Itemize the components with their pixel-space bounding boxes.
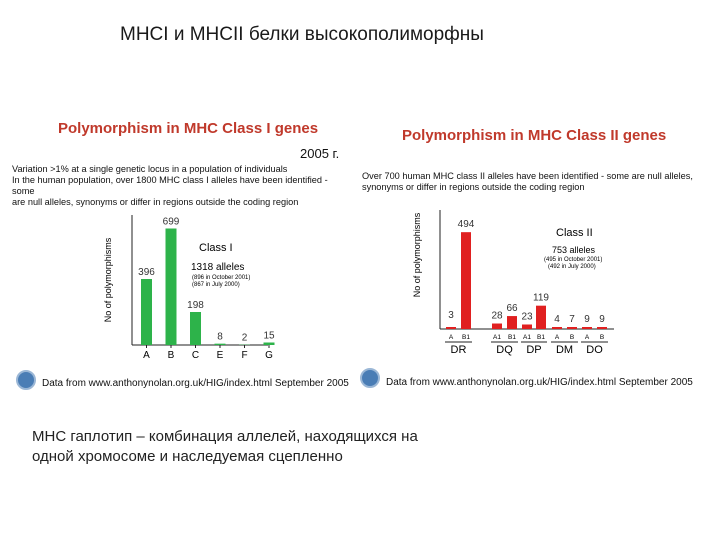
y-axis-label: No of polymorphisms (103, 237, 113, 323)
group-label: DO (586, 344, 603, 356)
bar-value-label: 9 (584, 314, 590, 325)
bar (522, 324, 532, 329)
class2-note-line: Over 700 human MHC class II alleles have been identified - some are null alleles, (362, 171, 693, 181)
bar (552, 327, 562, 329)
bar-value-label: 28 (491, 310, 503, 322)
bar (492, 324, 502, 329)
class1-panel-title: Polymorphism in MHC Class I genes (58, 120, 319, 137)
bar-value-label: 9 (599, 314, 605, 325)
bar-value-label: 119 (533, 292, 549, 304)
x-tick-label: A (554, 334, 560, 341)
class2-panel-title: Polymorphism in MHC Class II genes (402, 127, 667, 144)
x-tick-label: B (599, 334, 605, 341)
haplotype-caption (32, 427, 418, 467)
bar-value-label: 699 (162, 216, 180, 228)
year-label: 2005 г. (300, 146, 340, 161)
bar-value-label: 7 (569, 314, 575, 325)
legend-title: Class II (556, 227, 593, 239)
legend-subtext: (896 in October 2001) (192, 275, 251, 281)
bar-value-label: 494 (457, 219, 475, 231)
legend-count: 753 alleles (552, 245, 596, 255)
x-tick-label: A (584, 334, 590, 341)
x-tick-label: A1 (523, 334, 531, 341)
legend-subtext: (495 in October 2001) (544, 257, 603, 263)
group-label: DQ (496, 344, 513, 356)
class1-note-line: Variation >1% at a single genetic locus in a population of individuals (12, 164, 288, 174)
x-tick-label: E (216, 350, 224, 361)
bar-value-label: 66 (506, 303, 518, 315)
x-tick-label: B (167, 350, 175, 361)
bar (507, 316, 517, 329)
bar (567, 327, 577, 329)
x-tick-label: B1 (537, 334, 545, 341)
bar (582, 327, 592, 329)
bar-value-label: 23 (521, 311, 533, 323)
anthony-nolan-logo-icon (360, 368, 380, 388)
class2-footer: Data from www.anthonynolan.org.uk/HIG/index.html September 2005 (386, 377, 693, 388)
group-label: DM (555, 344, 574, 356)
class2-note-line: synonyms or differ in regions outside the coding region (362, 182, 585, 192)
bar-value-label: 198 (187, 300, 204, 311)
caption-line: одной хромосоме и наследуемая сцепленно (32, 448, 343, 465)
legend-count: 1318 alleles (191, 262, 245, 273)
anthony-nolan-logo-icon (16, 370, 36, 390)
class1-note-line: In the human population, over 1800 MHC class I alleles have been identified - some (12, 175, 328, 196)
caption-line: MHC гаплотип – комбинация аллелей, находящихся на (32, 428, 418, 445)
x-tick-label: A1 (493, 334, 501, 341)
x-tick-label: C (191, 350, 200, 361)
x-tick-label: F (241, 350, 248, 361)
class1-note-line: are null alleles, synonyms or differ in regions outside the coding region (12, 197, 299, 207)
group-label: DR (450, 344, 467, 356)
legend-title: Class I (199, 242, 233, 254)
x-tick-label: B1 (462, 334, 470, 341)
bar-value-label: 4 (554, 314, 560, 325)
class1-footer: Data from www.anthonynolan.org.uk/HIG/index.html September 2005 (42, 378, 349, 389)
y-axis-label: No of polymorphisms (412, 212, 422, 298)
bar-value-label: 396 (138, 267, 155, 278)
bar-value-label: 3 (448, 310, 454, 321)
slide-title: MHCI и MHCII белки высокополиморфны (120, 24, 484, 45)
x-tick-label: A (143, 350, 150, 361)
bar (461, 232, 471, 329)
x-tick-label: B (569, 334, 575, 341)
x-tick-label: B1 (508, 334, 516, 341)
legend-subtext: (492 in July 2000) (548, 264, 596, 270)
group-label: DP (526, 344, 542, 356)
bar (446, 327, 456, 329)
bar (597, 327, 607, 329)
x-tick-label: G (265, 350, 273, 361)
legend-subtext: (867 in July 2000) (192, 282, 240, 288)
bar-value-label: 15 (263, 330, 275, 342)
x-tick-label: A (448, 334, 454, 341)
bar (536, 306, 546, 329)
bar-value-label: 8 (217, 331, 223, 343)
bar-value-label: 2 (241, 332, 248, 344)
